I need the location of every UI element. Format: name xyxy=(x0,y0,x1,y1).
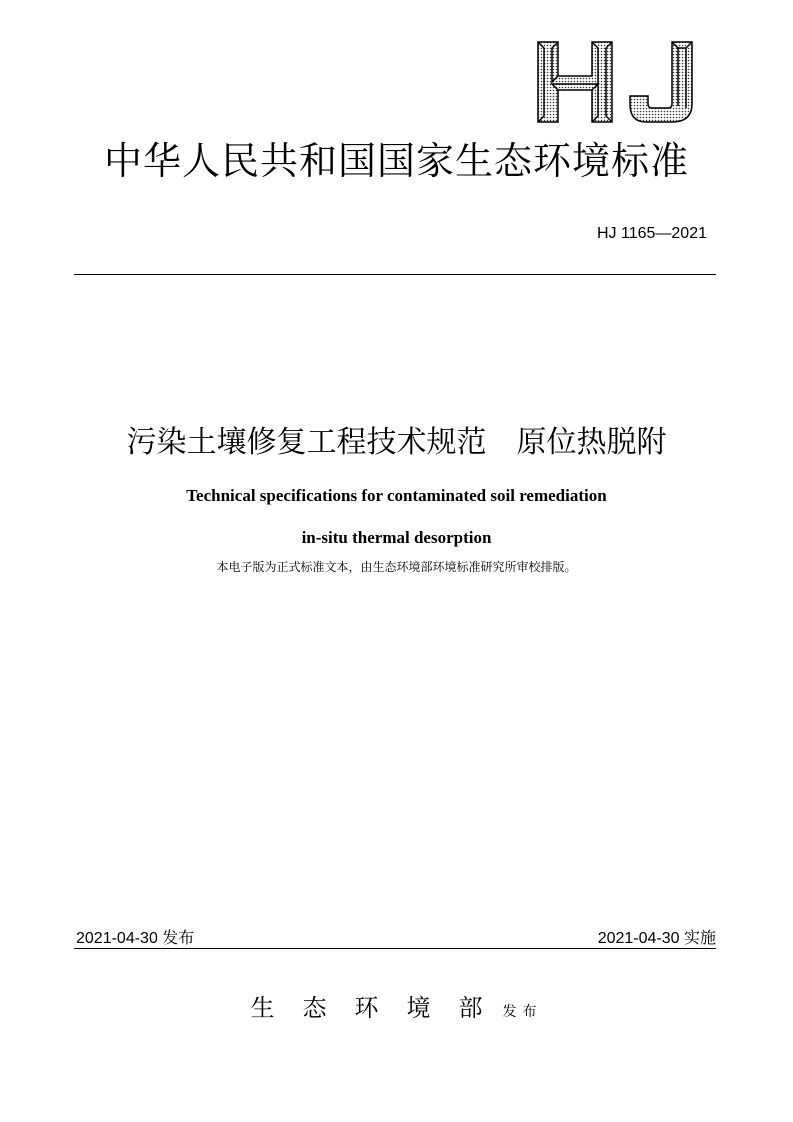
bottom-divider xyxy=(74,948,716,949)
ministry-title: 中华人民共和国国家生态环境标准 xyxy=(103,139,689,183)
document-title-en-line1: Technical specifications for contaminated soil remediation xyxy=(186,486,607,505)
edition-note: 本电子版为正式标准文本，由生态环境部环境标准研究所审校排版。 xyxy=(216,560,577,574)
top-divider xyxy=(74,274,716,275)
issuer-action: 发布 xyxy=(502,1004,543,1020)
hj-logo xyxy=(534,38,700,126)
document-title-en-line2: in-situ thermal desorption xyxy=(301,528,492,547)
standard-number: HJ 1165—2021 xyxy=(597,225,707,242)
issue-date: 2021-04-30 发布 xyxy=(76,930,195,947)
document-title-zh: 污染土壤修复工程技术规范 原位热脱附 xyxy=(126,425,667,460)
issuer xyxy=(0,988,793,1023)
issuer-name: 生态环境部 xyxy=(250,994,511,1022)
implement-date: 2021-04-30 实施 xyxy=(597,930,716,947)
